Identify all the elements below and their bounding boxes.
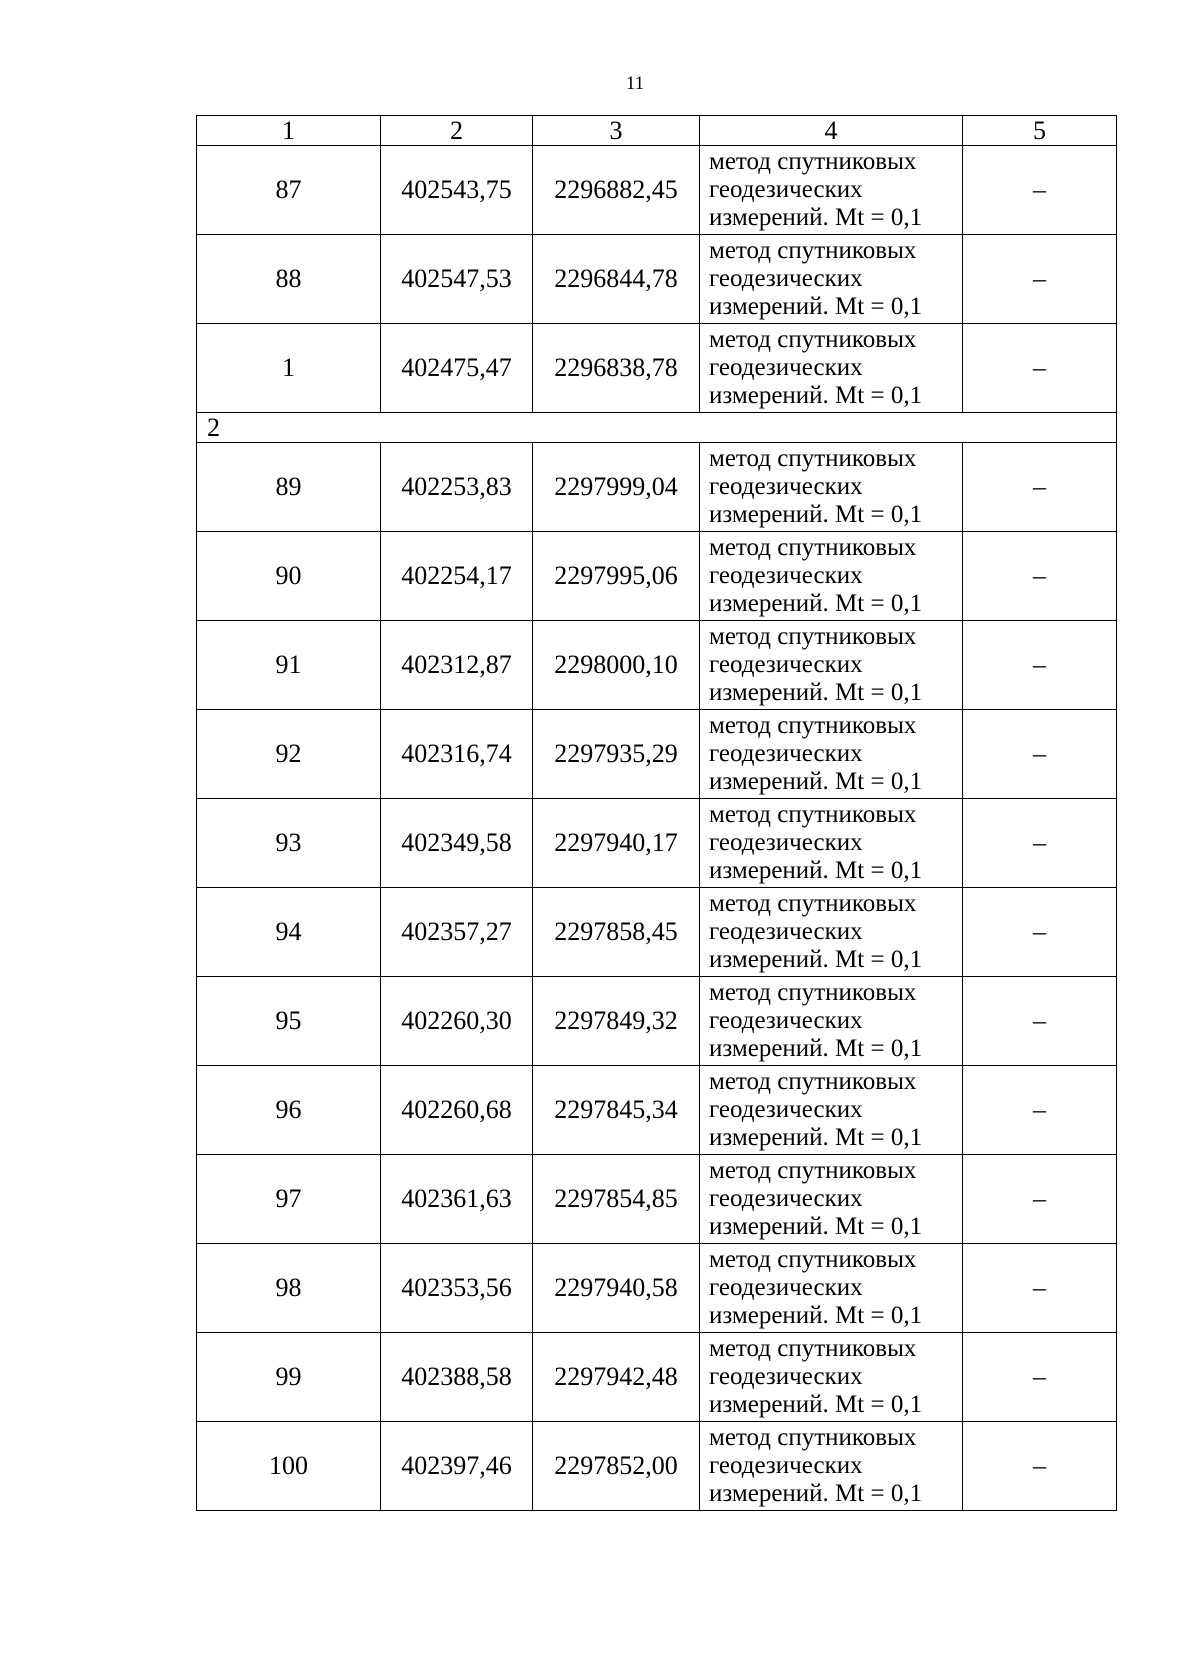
point-cell: 93 <box>197 799 381 888</box>
x-coordinate-cell: 402357,27 <box>381 888 533 977</box>
method-line: измерений. Mt = 0,1 <box>709 590 923 617</box>
table-header <box>197 116 1117 146</box>
method-line: геодезических <box>709 740 863 767</box>
method-line: геодезических <box>709 354 863 381</box>
y-coordinate-cell: 2297858,45 <box>533 888 700 977</box>
note-cell: – <box>963 1244 1117 1333</box>
method-line: измерений. Mt = 0,1 <box>709 1035 923 1062</box>
point-cell: 1 <box>197 324 381 413</box>
table-row <box>197 799 1117 888</box>
y-coordinate-cell: 2297935,29 <box>533 710 700 799</box>
method-line: метод спутниковых <box>709 534 917 561</box>
x-coordinate-cell: 402547,53 <box>381 235 533 324</box>
note-cell: – <box>963 799 1117 888</box>
note-cell: – <box>963 532 1117 621</box>
point-cell: 91 <box>197 621 381 710</box>
method-line: геодезических <box>709 562 863 589</box>
point-cell: 99 <box>197 1333 381 1422</box>
note-cell: – <box>963 235 1117 324</box>
method-cell <box>700 324 963 413</box>
header-cell-1: 1 <box>197 116 381 146</box>
y-coordinate-cell: 2296838,78 <box>533 324 700 413</box>
y-coordinate-cell: 2298000,10 <box>533 621 700 710</box>
method-line: измерений. Mt = 0,1 <box>709 1391 923 1418</box>
point-cell: 95 <box>197 977 381 1066</box>
header-cell-4: 4 <box>700 116 963 146</box>
method-line: метод спутниковых <box>709 1157 917 1184</box>
method-line: геодезических <box>709 829 863 856</box>
point-cell: 87 <box>197 146 381 235</box>
method-line: геодезических <box>709 1274 863 1301</box>
table-row <box>197 710 1117 799</box>
point-cell: 94 <box>197 888 381 977</box>
table-row <box>197 977 1117 1066</box>
x-coordinate-cell: 402543,75 <box>381 146 533 235</box>
x-coordinate-cell: 402361,63 <box>381 1155 533 1244</box>
method-cell <box>700 1422 963 1511</box>
note-cell: – <box>963 443 1117 532</box>
method-cell <box>700 799 963 888</box>
point-cell: 88 <box>197 235 381 324</box>
method-cell <box>700 1155 963 1244</box>
y-coordinate-cell: 2297849,32 <box>533 977 700 1066</box>
note-cell: – <box>963 710 1117 799</box>
y-coordinate-cell: 2297999,04 <box>533 443 700 532</box>
table-row <box>197 443 1117 532</box>
y-coordinate-cell: 2297845,34 <box>533 1066 700 1155</box>
x-coordinate-cell: 402388,58 <box>381 1333 533 1422</box>
method-line: геодезических <box>709 265 863 292</box>
x-coordinate-cell: 402475,47 <box>381 324 533 413</box>
method-line: метод спутниковых <box>709 1246 917 1273</box>
y-coordinate-cell: 2297852,00 <box>533 1422 700 1511</box>
method-line: метод спутниковых <box>709 148 917 175</box>
point-cell: 90 <box>197 532 381 621</box>
method-line: измерений. Mt = 0,1 <box>709 382 923 409</box>
note-cell: – <box>963 1422 1117 1511</box>
method-line: метод спутниковых <box>709 979 917 1006</box>
point-cell: 96 <box>197 1066 381 1155</box>
x-coordinate-cell: 402397,46 <box>381 1422 533 1511</box>
method-line: геодезических <box>709 1363 863 1390</box>
method-line: геодезических <box>709 651 863 678</box>
method-line: геодезических <box>709 1452 863 1479</box>
method-line: измерений. Mt = 0,1 <box>709 501 923 528</box>
section-row <box>197 413 1117 443</box>
method-line: метод спутниковых <box>709 1068 917 1095</box>
page-number: 11 <box>625 73 645 94</box>
x-coordinate-cell: 402254,17 <box>381 532 533 621</box>
method-line: метод спутниковых <box>709 623 917 650</box>
method-line: метод спутниковых <box>709 712 917 739</box>
header-cell-5: 5 <box>963 116 1117 146</box>
method-line: измерений. Mt = 0,1 <box>709 1124 923 1151</box>
point-cell: 89 <box>197 443 381 532</box>
method-cell <box>700 1333 963 1422</box>
point-cell: 92 <box>197 710 381 799</box>
method-cell <box>700 443 963 532</box>
y-coordinate-cell: 2297942,48 <box>533 1333 700 1422</box>
table-row <box>197 146 1117 235</box>
x-coordinate-cell: 402316,74 <box>381 710 533 799</box>
method-line: измерений. Mt = 0,1 <box>709 857 923 884</box>
method-line: геодезических <box>709 918 863 945</box>
y-coordinate-cell: 2297995,06 <box>533 532 700 621</box>
table-row <box>197 532 1117 621</box>
note-cell: – <box>963 146 1117 235</box>
x-coordinate-cell: 402253,83 <box>381 443 533 532</box>
y-coordinate-cell: 2296844,78 <box>533 235 700 324</box>
table-row <box>197 621 1117 710</box>
method-cell <box>700 235 963 324</box>
method-line: измерений. Mt = 0,1 <box>709 1480 923 1507</box>
y-coordinate-cell: 2297854,85 <box>533 1155 700 1244</box>
note-cell: – <box>963 977 1117 1066</box>
header-cell-3: 3 <box>533 116 700 146</box>
table-row <box>197 235 1117 324</box>
method-cell <box>700 532 963 621</box>
x-coordinate-cell: 402312,87 <box>381 621 533 710</box>
table-body <box>197 146 1117 1511</box>
x-coordinate-cell: 402349,58 <box>381 799 533 888</box>
method-line: метод спутниковых <box>709 445 917 472</box>
table-row <box>197 888 1117 977</box>
method-cell <box>700 1244 963 1333</box>
method-cell <box>700 621 963 710</box>
method-line: геодезических <box>709 1185 863 1212</box>
method-line: измерений. Mt = 0,1 <box>709 293 923 320</box>
method-line: геодезических <box>709 1007 863 1034</box>
method-line: измерений. Mt = 0,1 <box>709 946 923 973</box>
note-cell: – <box>963 621 1117 710</box>
note-cell: – <box>963 324 1117 413</box>
table-row <box>197 1155 1117 1244</box>
method-line: метод спутниковых <box>709 1335 917 1362</box>
point-cell: 97 <box>197 1155 381 1244</box>
method-line: метод спутниковых <box>709 237 917 264</box>
method-cell <box>700 146 963 235</box>
method-line: измерений. Mt = 0,1 <box>709 679 923 706</box>
y-coordinate-cell: 2297940,58 <box>533 1244 700 1333</box>
note-cell: – <box>963 1333 1117 1422</box>
method-cell <box>700 1066 963 1155</box>
section-label: 2 <box>197 413 1117 443</box>
x-coordinate-cell: 402260,68 <box>381 1066 533 1155</box>
y-coordinate-cell: 2296882,45 <box>533 146 700 235</box>
table-row <box>197 1244 1117 1333</box>
method-cell <box>700 888 963 977</box>
method-line: метод спутниковых <box>709 1424 917 1451</box>
header-row <box>197 116 1117 146</box>
method-line: метод спутниковых <box>709 326 917 353</box>
method-line: измерений. Mt = 0,1 <box>709 1213 923 1240</box>
method-line: метод спутниковых <box>709 890 917 917</box>
table-row <box>197 1333 1117 1422</box>
table-row <box>197 324 1117 413</box>
header-cell-2: 2 <box>381 116 533 146</box>
method-cell <box>700 710 963 799</box>
coordinates-table <box>196 115 1117 1511</box>
y-coordinate-cell: 2297940,17 <box>533 799 700 888</box>
method-line: метод спутниковых <box>709 801 917 828</box>
x-coordinate-cell: 402260,30 <box>381 977 533 1066</box>
method-line: измерений. Mt = 0,1 <box>709 768 923 795</box>
table-row <box>197 1066 1117 1155</box>
note-cell: – <box>963 1155 1117 1244</box>
note-cell: – <box>963 888 1117 977</box>
method-cell <box>700 977 963 1066</box>
method-line: измерений. Mt = 0,1 <box>709 204 923 231</box>
x-coordinate-cell: 402353,56 <box>381 1244 533 1333</box>
table-row <box>197 1422 1117 1511</box>
method-line: геодезических <box>709 1096 863 1123</box>
point-cell: 98 <box>197 1244 381 1333</box>
method-line: геодезических <box>709 176 863 203</box>
method-line: геодезических <box>709 473 863 500</box>
point-cell: 100 <box>197 1422 381 1511</box>
method-line: измерений. Mt = 0,1 <box>709 1302 923 1329</box>
note-cell: – <box>963 1066 1117 1155</box>
